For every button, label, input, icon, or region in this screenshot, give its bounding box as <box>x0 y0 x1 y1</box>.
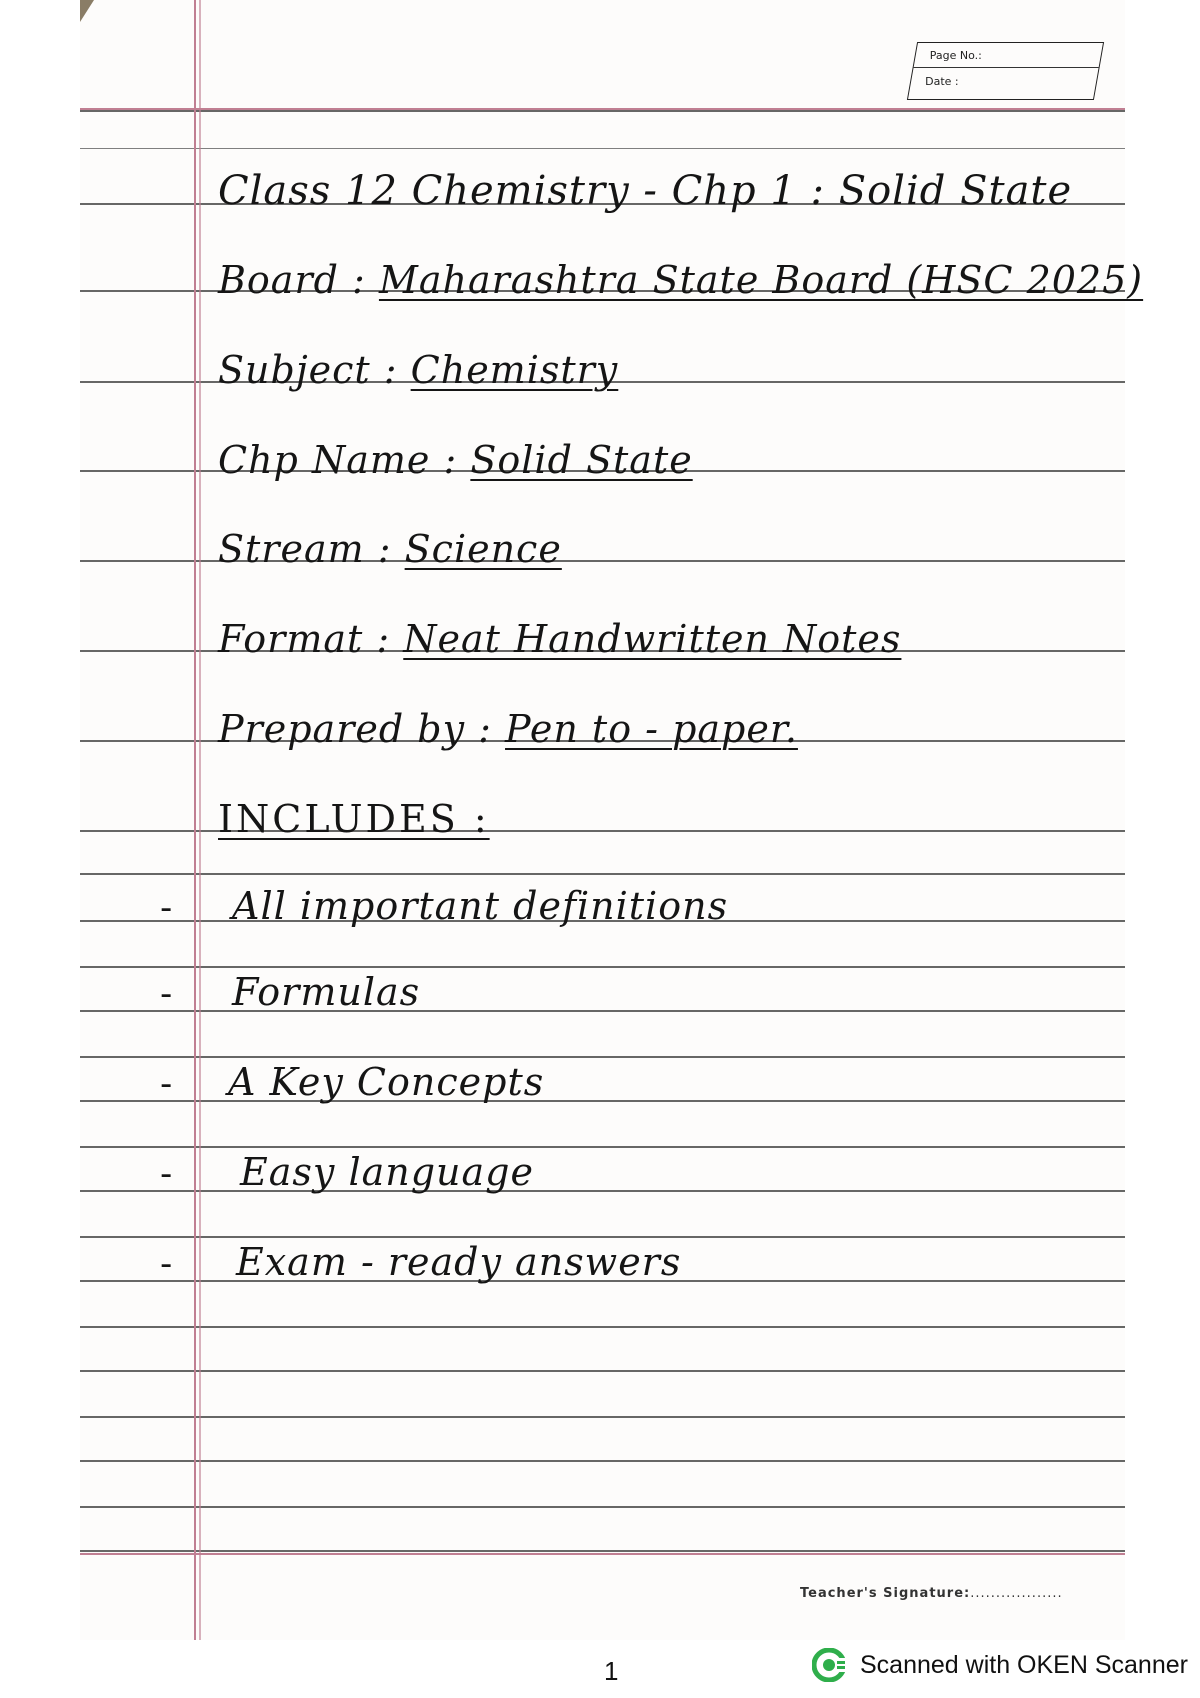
chapter-line <box>218 438 693 482</box>
subject-line <box>218 348 618 392</box>
notes-title <box>218 168 1072 214</box>
rule-line <box>80 1190 1125 1192</box>
rule-line <box>80 1506 1125 1508</box>
rule-line <box>80 110 1125 112</box>
page-corner <box>80 0 94 22</box>
scanner-watermark <box>812 1648 1188 1682</box>
rule-line <box>80 873 1125 875</box>
stream-value: Science <box>404 527 562 571</box>
rule-line <box>80 148 1125 149</box>
list-dash: - <box>160 888 173 928</box>
includes-heading-text: INCLUDES : <box>218 797 490 841</box>
scanner-text: Scanned with OKEN Scanner <box>860 1650 1188 1679</box>
margin-line-vertical <box>194 0 196 1640</box>
signature-dots: .................. <box>970 1586 1063 1601</box>
prepared-value: Pen to - paper. <box>505 707 798 751</box>
stream-label: Stream : <box>218 527 392 571</box>
subject-value: Chemistry <box>410 348 619 392</box>
rule-line <box>80 1370 1125 1372</box>
list-dash: - <box>160 1244 173 1284</box>
margin-line-bottom <box>80 1553 1125 1555</box>
list-item: Easy language <box>240 1150 534 1194</box>
rule-line <box>80 1146 1125 1148</box>
prepared-line <box>218 707 798 751</box>
board-label: Board : <box>218 258 366 302</box>
chapter-value: Solid State <box>470 438 693 482</box>
includes-heading <box>218 797 490 841</box>
list-item: Exam - ready answers <box>236 1240 682 1284</box>
date-label: Date : <box>925 75 959 88</box>
rule-line <box>80 1236 1125 1238</box>
board-line <box>218 258 1143 302</box>
page-date-box <box>907 42 1104 100</box>
page-number: 1 <box>604 1656 619 1686</box>
page-no-label: Page No.: <box>929 49 982 62</box>
format-value: Neat Handwritten Notes <box>403 617 902 661</box>
prepared-label: Prepared by : <box>218 707 492 751</box>
stream-line <box>218 527 562 571</box>
chapter-label: Chp Name : <box>218 438 458 482</box>
box-divider <box>914 67 1099 68</box>
margin-line-vertical <box>199 0 201 1640</box>
board-value: Maharashtra State Board (HSC 2025) <box>378 258 1144 302</box>
teacher-signature-label: Teacher's Signature: <box>800 1586 971 1601</box>
list-item: All important definitions <box>232 884 729 928</box>
rule-line <box>80 1550 1125 1552</box>
list-item: Formulas <box>232 970 421 1014</box>
teacher-signature <box>800 1586 1063 1601</box>
rule-line <box>80 1326 1125 1328</box>
oken-scanner-logo-icon <box>812 1648 846 1682</box>
rule-line <box>80 966 1125 968</box>
rule-line <box>80 1460 1125 1462</box>
margin-line-top <box>80 108 1125 110</box>
list-item: A Key Concepts <box>228 1060 545 1104</box>
title-text: Class 12 Chemistry - Chp 1 : Solid State <box>218 168 1073 214</box>
list-dash: - <box>160 1154 173 1194</box>
subject-label: Subject : <box>218 348 398 392</box>
rule-line <box>80 1416 1125 1418</box>
rule-line <box>80 1056 1125 1058</box>
list-dash: - <box>160 1064 173 1104</box>
format-line <box>218 617 901 661</box>
list-dash: - <box>160 974 173 1014</box>
format-label: Format : <box>218 617 391 661</box>
